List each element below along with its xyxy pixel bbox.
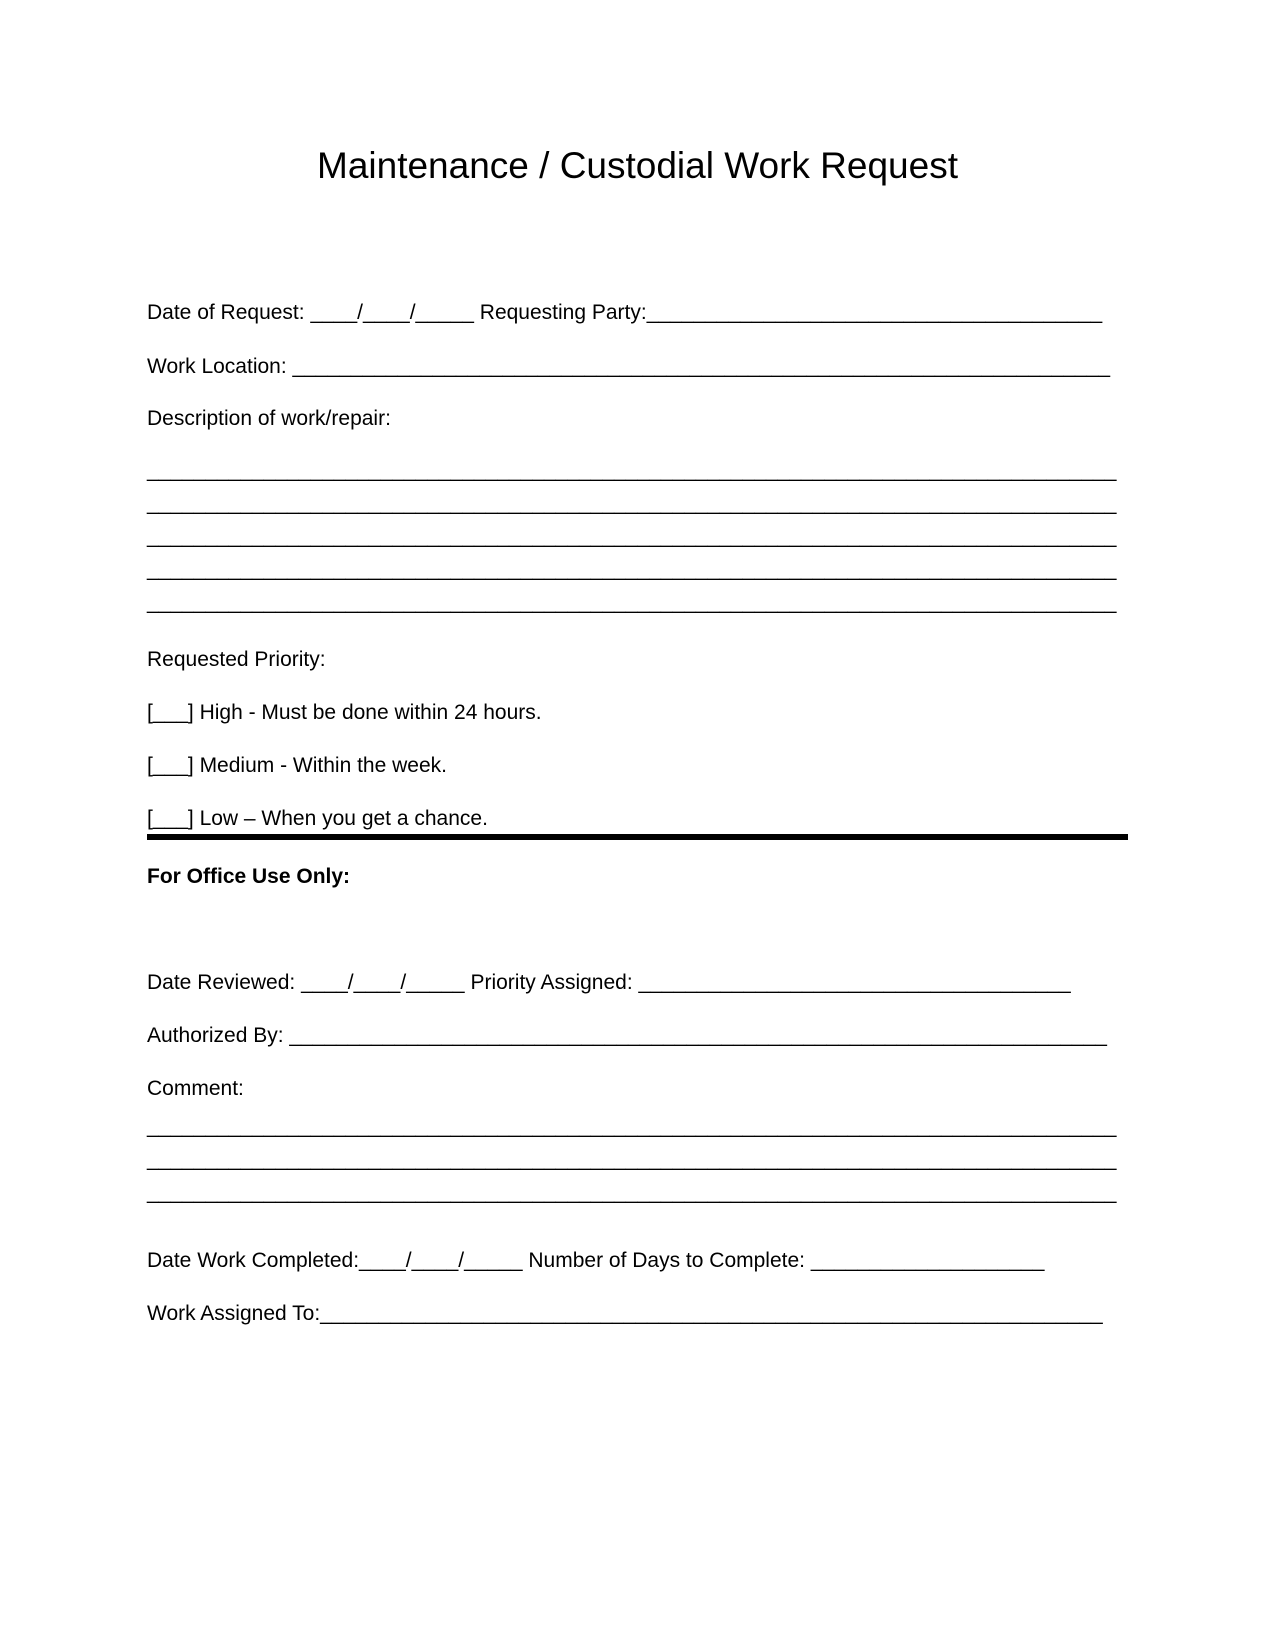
date-reviewed-field[interactable]: ____/____/_____ — [301, 971, 465, 994]
requested-priority-heading: Requested Priority: — [147, 648, 326, 671]
priority-option-low-label: Low – When you get a chance. — [199, 807, 488, 830]
date-work-completed-field[interactable]: ____/____/_____ — [359, 1249, 523, 1272]
authorized-by-label: Authorized By: — [147, 1024, 284, 1047]
priority-assigned-field[interactable]: _____________________________________ — [638, 971, 1071, 994]
days-to-complete-label: Number of Days to Complete: — [528, 1249, 805, 1272]
work-location-line — [147, 352, 1128, 382]
description-label: Description of work/repair: — [147, 407, 391, 430]
requesting-party-label: Requesting Party: — [479, 301, 647, 324]
requesting-party-field[interactable]: _______________________________________ — [646, 301, 1103, 324]
description-field-line-4[interactable]: ___________________________________________________________________________________ — [147, 558, 1117, 581]
date-reviewed-label: Date Reviewed: — [147, 971, 296, 994]
comment-label: Comment: — [147, 1077, 244, 1100]
comment-field-line-1[interactable]: ___________________________________________________________________________________ — [147, 1115, 1117, 1138]
work-assigned-to-field[interactable]: ___________________________________________________________________ — [320, 1302, 1103, 1325]
description-field-line-3[interactable]: ___________________________________________________________________________________ — [147, 525, 1117, 548]
date-of-request-field[interactable]: ____/____/_____ — [310, 301, 474, 324]
work-assigned-to-label: Work Assigned To: — [147, 1302, 321, 1325]
description-field-line-2[interactable]: ___________________________________________________________________________________ — [147, 492, 1117, 515]
date-work-completed-line — [147, 1246, 1128, 1276]
date-of-request-line — [147, 298, 1128, 328]
checkbox-high[interactable]: [___] — [147, 701, 194, 724]
work-assigned-to-line — [147, 1299, 1128, 1329]
work-location-label: Work Location: — [147, 355, 287, 378]
date-of-request-label: Date of Request: — [147, 301, 305, 324]
priority-option-medium-label: Medium - Within the week. — [199, 754, 447, 777]
work-location-field[interactable]: ______________________________________________________________________ — [292, 355, 1111, 378]
office-use-heading: For Office Use Only: — [147, 865, 351, 888]
description-field-line-1[interactable]: ___________________________________________________________________________________ — [147, 459, 1117, 482]
priority-option-high — [147, 698, 1128, 728]
priority-option-high-label: High - Must be done within 24 hours. — [199, 701, 542, 724]
checkbox-low[interactable]: [___] — [147, 807, 194, 830]
section-divider — [147, 834, 1128, 840]
priority-option-medium — [147, 751, 1128, 781]
description-field-line-5[interactable]: ___________________________________________________________________________________ — [147, 591, 1117, 614]
authorized-by-field[interactable]: ______________________________________________________________________ — [289, 1024, 1107, 1047]
checkbox-medium[interactable]: [___] — [147, 754, 194, 777]
comment-field-line-3[interactable]: ___________________________________________________________________________________ — [147, 1181, 1117, 1204]
authorized-by-line — [147, 1021, 1128, 1051]
form-title: Maintenance / Custodial Work Request — [317, 145, 958, 186]
priority-assigned-label: Priority Assigned: — [470, 971, 633, 994]
days-to-complete-field[interactable]: ____________________ — [810, 1249, 1045, 1272]
comment-field-line-2[interactable]: ___________________________________________________________________________________ — [147, 1148, 1117, 1171]
priority-option-low — [147, 804, 1128, 834]
date-reviewed-line — [147, 968, 1128, 998]
date-work-completed-label: Date Work Completed: — [147, 1249, 360, 1272]
